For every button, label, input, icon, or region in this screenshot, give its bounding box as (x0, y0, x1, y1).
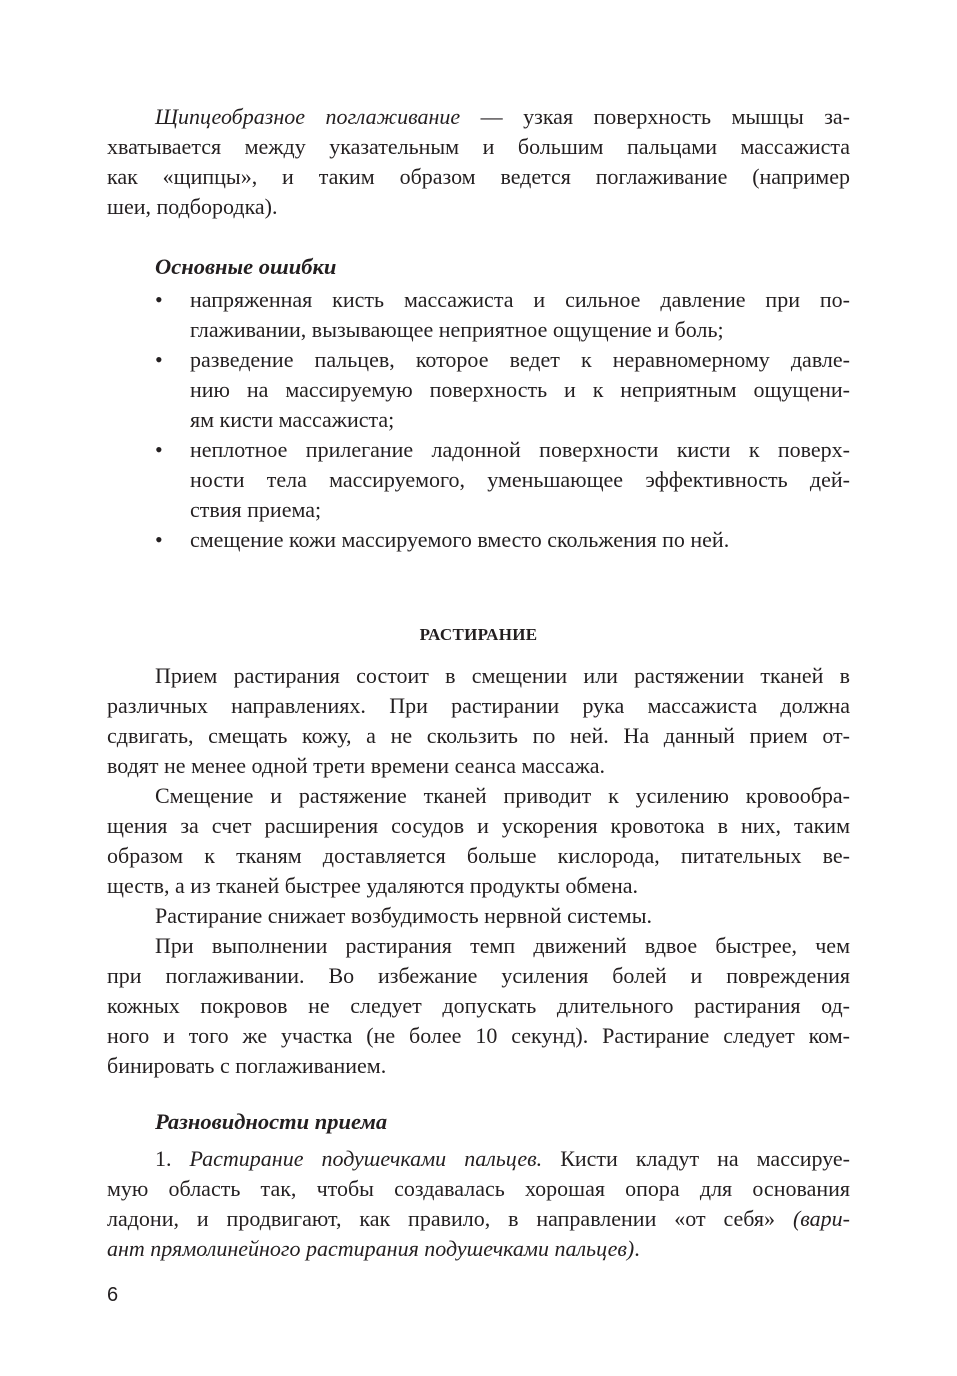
text-segment: различных направлениях. При растирании рука массажиста должна (107, 693, 850, 718)
text-segment: ладони, и продвигают, как правило, в направлении «от себя» (107, 1206, 793, 1231)
italic-text: (вари- (792, 1206, 850, 1231)
text-segment: При выполнении растирания темп движений вдвое быстрее, чем (155, 933, 850, 958)
italic-text: Щипцеобразное поглаживание (155, 104, 461, 129)
section-subheading: Основные ошибки (155, 254, 337, 279)
section-heading: РАСТИРАНИЕ (419, 625, 538, 644)
text-line (107, 991, 850, 1021)
text-line (107, 961, 850, 991)
paragraph (107, 901, 850, 931)
text-line (107, 691, 850, 721)
italic-text: Растирание подушечками пальцев. (189, 1146, 543, 1171)
text-segment: ствия приема; (190, 497, 322, 522)
text-segment: ществ, а из тканей быстрее удаляются продукты обмена. (107, 873, 639, 898)
text-line (190, 525, 850, 555)
text-segment: мую область так, чтобы создавалась хорошая опора для основания (107, 1176, 850, 1201)
text-segment: при поглаживании. Во избежание усиления болей и повреждения (107, 963, 850, 988)
text-line (107, 901, 850, 931)
text-segment: щения за счет расширения сосудов и ускорения кровотока в них, таким (107, 813, 850, 838)
text-segment: Прием растирания состоит в смещении или растяжении тканей в (155, 663, 850, 688)
paragraph (107, 1144, 850, 1264)
bullet-list (107, 285, 850, 555)
list-item (107, 285, 850, 345)
text-segment: Растирание снижает возбудимость нервной системы. (155, 903, 652, 928)
text-line (107, 1204, 850, 1234)
list-item (107, 525, 850, 555)
text-line (190, 285, 850, 315)
bullet-icon: • (155, 347, 163, 372)
text-line (107, 781, 850, 811)
text-line (190, 405, 850, 435)
text-segment: — узкая поверхность мышцы за- (460, 104, 850, 129)
text-segment: разведение пальцев, которое ведет к неравномерному давле- (190, 347, 850, 372)
text-line (190, 435, 850, 465)
text-segment: образом к тканям доставляется больше кислорода, питательных ве- (107, 843, 850, 868)
paragraph (107, 661, 850, 781)
text-segment: как «щипцы», и таким образом ведется поглаживание (например (107, 164, 850, 189)
text-segment: смещение кожи массируемого вместо скольжения по ней. (190, 527, 730, 552)
text-segment: водят не менее одной трети времени сеанса массажа. (107, 753, 606, 778)
text-line (190, 345, 850, 375)
text-line (107, 1234, 850, 1264)
text-segment: . (634, 1236, 640, 1261)
text-line (107, 841, 850, 871)
text-segment: сдвигать, смещать кожу, а не скользить по ней. На данный прием от- (107, 723, 850, 748)
text-line (190, 465, 850, 495)
page-number: 6 (107, 1284, 119, 1306)
text-segment: Кисти кладут на массируе- (542, 1146, 851, 1171)
text-line (107, 1021, 850, 1051)
text-segment: хватывается между указательным и большим пальцами массажиста (107, 134, 850, 159)
text-line (107, 1174, 850, 1204)
text-segment: ности тела массируемого, уменьшающее эффективность дей- (190, 467, 850, 492)
text-line (107, 162, 850, 192)
section-subheading: Разновидности приема (155, 1109, 388, 1134)
paragraph (107, 931, 850, 1081)
text-line (107, 1144, 850, 1174)
text-segment: напряженная кисть массажиста и сильное давление при по- (190, 287, 850, 312)
text-line (190, 375, 850, 405)
paragraph (107, 102, 850, 222)
text-segment: глаживании, вызывающее неприятное ощущение и боль; (190, 317, 724, 342)
text-line (107, 192, 850, 222)
bullet-icon: • (155, 287, 163, 312)
italic-text: ант прямолинейного растирания подушечками пальцев) (107, 1236, 635, 1261)
text-line (107, 1051, 850, 1081)
text-segment: ям кисти массажиста; (190, 407, 395, 432)
text-segment: нию на массируемую поверхность и к неприятным ощущени- (190, 377, 850, 402)
text-line (107, 721, 850, 751)
paragraph (107, 781, 850, 901)
list-item (107, 345, 850, 435)
text-segment: неплотное прилегание ладонной поверхности кисти к поверх- (190, 437, 850, 462)
text-line (107, 811, 850, 841)
text-line (107, 132, 850, 162)
text-line (190, 495, 850, 525)
text-line (190, 315, 850, 345)
text-segment: ного и того же участка (не более 10 секунд). Растирание следует ком- (107, 1023, 850, 1048)
text-segment: Смещение и растяжение тканей приводит к усилению кровообра- (155, 783, 850, 808)
text-segment: кожных покровов не следует допускать длительного растирания од- (107, 993, 850, 1018)
text-line (107, 931, 850, 961)
page-body (107, 102, 850, 1264)
bullet-icon: • (155, 527, 163, 552)
text-segment: бинировать с поглаживанием. (107, 1053, 387, 1078)
text-segment: 1. (155, 1146, 190, 1171)
list-item (107, 435, 850, 525)
bullet-icon: • (155, 437, 163, 462)
text-line (107, 871, 850, 901)
text-segment: шеи, подбородка). (107, 194, 278, 219)
text-line (107, 661, 850, 691)
text-line (107, 751, 850, 781)
text-line (107, 102, 850, 132)
